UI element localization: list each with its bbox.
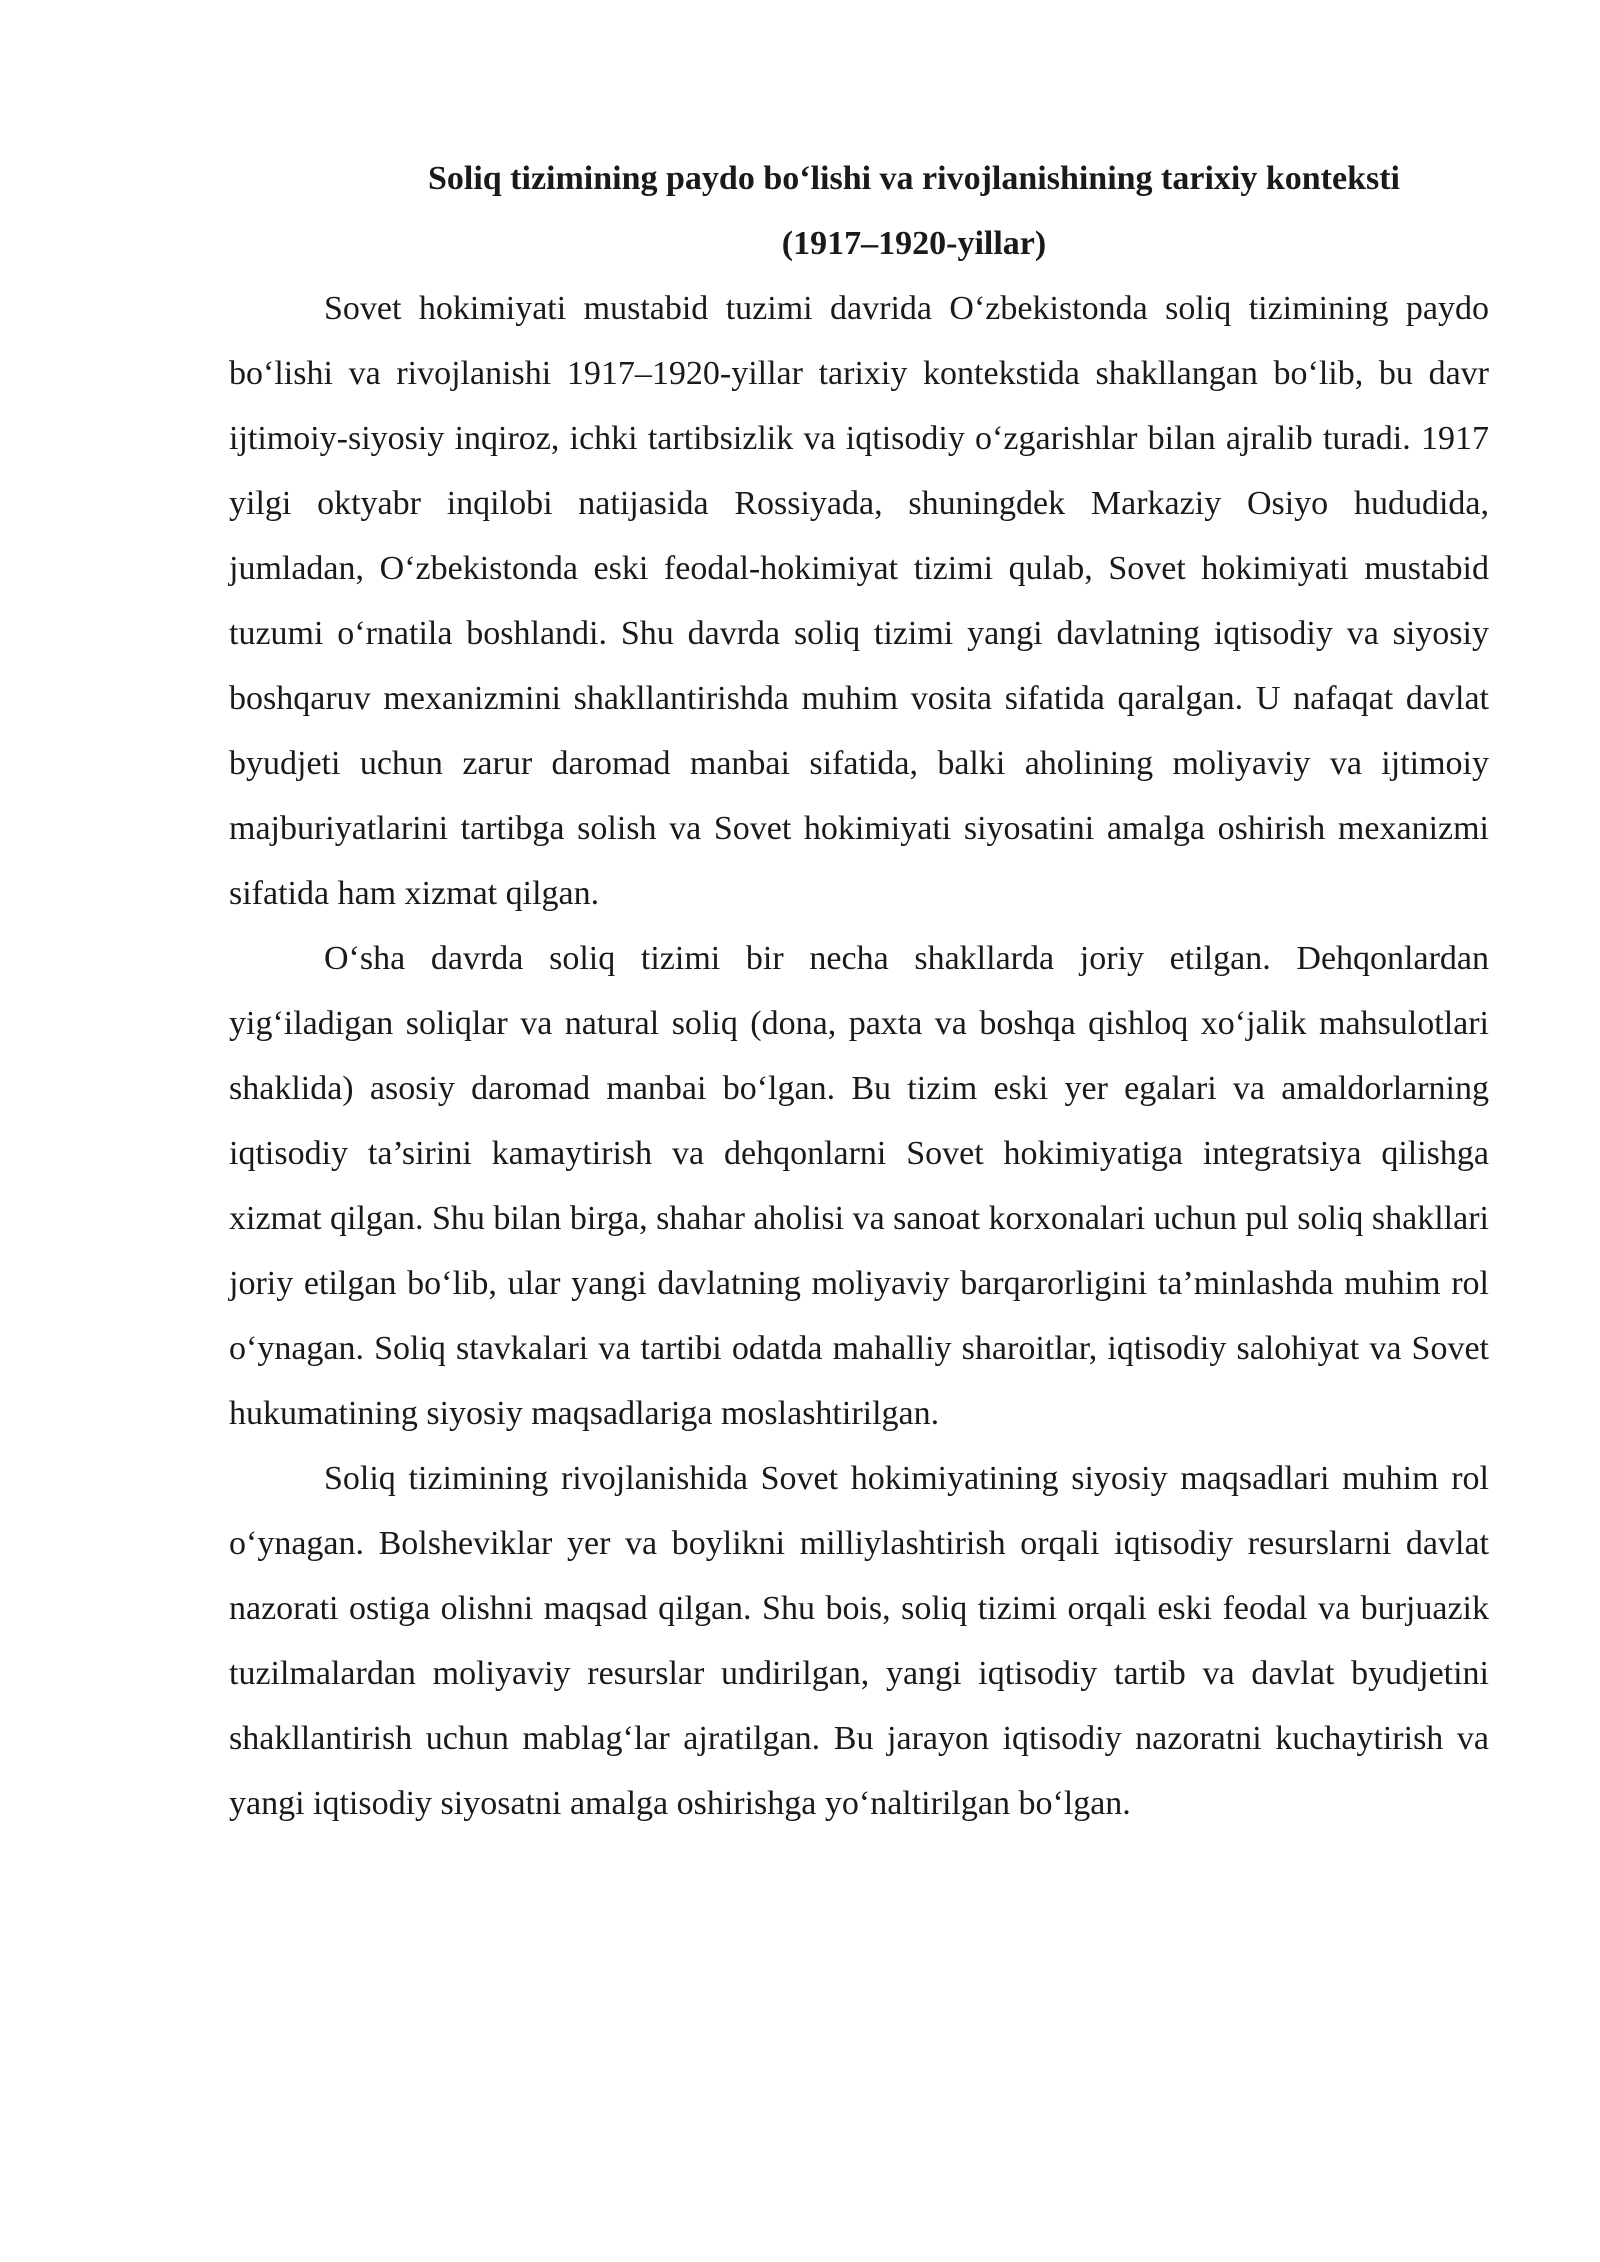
title-line-2: (1917–1920-yillar) <box>781 225 1047 262</box>
document-body <box>229 146 1489 1836</box>
page-title <box>229 146 1489 276</box>
title-line-1: Soliq tizimining paydo bo‘lishi va rivojlanishining tarixiy konteksti <box>427 160 1401 197</box>
paragraph-3: Soliq tizimining rivojlanishida Sovet hokimiyatining siyosiy maqsadlari muhim rol o‘ynagan. Bolsheviklar yer va boylikni milliylashtirish orqali iqtisodiy resurslarni davlat nazorati ostiga olishni maqsad qilgan. Shu bois, soliq tizimi orqali eski feodal va burjuazik tuzilmalardan moliyaviy resurslar undirilgan, yangi iqtisodiy tartib va davlat byudjetini shakllantirish uchun mablag‘lar ajratilgan. Bu jarayon iqtisodiy nazoratni kuchaytirish va yangi iqtisodiy siyosatni amalga oshirishga yo‘naltirilgan bo‘lgan. <box>229 1460 1489 1822</box>
paragraph-2: O‘sha davrda soliq tizimi bir necha shakllarda joriy etilgan. Dehqonlardan yig‘iladigan soliqlar va natural soliq (dona, paxta va boshqa qishloq xo‘jalik mahsulotlari shaklida) asosiy daromad manbai bo‘lgan. Bu tizim eski yer egalari va amaldorlarning iqtisodiy ta’sirini kamaytirish va dehqonlarni Sovet hokimiyatiga integratsiya qilishga xizmat qilgan. Shu bilan birga, shahar aholisi va sanoat korxonalari uchun pul soliq shakllari joriy etilgan bo‘lib, ular yangi davlatning moliyaviy barqarorligini ta’minlashda muhim rol o‘ynagan. Soliq stavkalari va tartibi odatda mahalliy sharoitlar, iqtisodiy salohiyat va Sovet hukumatining siyosiy maqsadlariga moslashtirilgan. <box>229 940 1489 1432</box>
paragraph-1: Sovet hokimiyati mustabid tuzimi davrida O‘zbekistonda soliq tizimining paydo bo‘lishi va rivojlanishi 1917–1920-yillar tarixiy kontekstida shakllangan bo‘lib, bu davr ijtimoiy-siyosiy inqiroz, ichki tartibsizlik va iqtisodiy o‘zgarishlar bilan ajralib turadi. 1917 yilgi oktyabr inqilobi natijasida Rossiyada, shuningdek Markaziy Osiyo hududida, jumladan, O‘zbekistonda eski feodal-hokimiyat tizimi qulab, Sovet hokimiyati mustabid tuzumi o‘rnatila boshlandi. Shu davrda soliq tizimi yangi davlatning iqtisodiy va siyosiy boshqaruv mexanizmini shakllantirishda muhim vosita sifatida qaralgan. U nafaqat davlat byudjeti uchun zarur daromad manbai sifatida, balki aholining moliyaviy va ijtimoiy majburiyatlarini tartibga solish va Sovet hokimiyati siyosatini amalga oshirish mexanizmi sifatida ham xizmat qilgan. <box>229 290 1489 912</box>
